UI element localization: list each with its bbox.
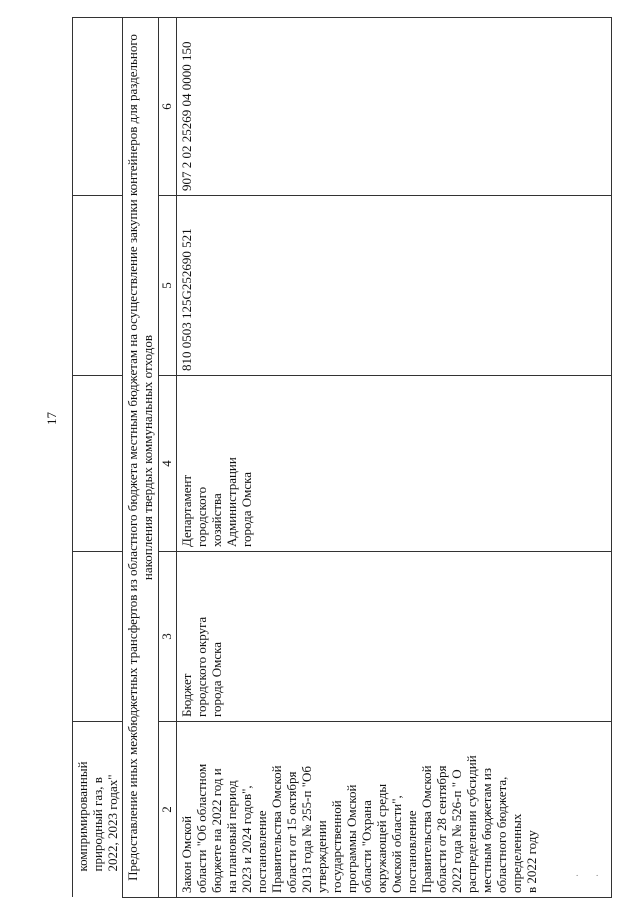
empty-cell [73, 376, 123, 552]
legal-basis-line: Правительства Омской [419, 765, 434, 893]
legal-basis-line: постановление [254, 810, 269, 893]
budget-line: города Омска [209, 641, 224, 717]
legal-basis-line: на плановый период [224, 780, 239, 893]
legal-basis-line: распределении субсидий [464, 755, 479, 893]
legal-basis-line: окружающей среды [374, 783, 389, 893]
administrator-line: Администрации [224, 457, 239, 547]
legal-basis-line: области от 28 сентября [434, 765, 449, 893]
column-number: 5 [159, 196, 177, 376]
expense-code-cell: 810 0503 125G252690 521 [177, 196, 612, 376]
legal-basis-line: определенных [509, 813, 524, 893]
legal-basis-line: области "Охрана [359, 800, 374, 893]
administrator-line: городского [194, 486, 209, 547]
column-number-row [159, 18, 177, 898]
margin-mark: . [596, 868, 599, 878]
legal-basis-line: области "Об областном [194, 763, 209, 893]
legal-basis-line: бюджете на 2022 год и [209, 768, 224, 893]
legal-basis-line: утверждении [314, 820, 329, 893]
administrator-line: города Омска [239, 471, 254, 547]
legal-basis-line: 2013 года № 255-п "Об [299, 765, 314, 893]
budget-line: Бюджет [179, 673, 194, 717]
empty-cell [73, 196, 123, 376]
legal-basis-line: программы Омской [344, 784, 359, 893]
legal-basis-line: постановление [404, 810, 419, 893]
income-code-cell: 907 2 02 25269 04 0000 150 [177, 18, 612, 196]
administrator-line: Департамент [179, 474, 194, 547]
legal-basis-line: области от 15 октября [284, 771, 299, 893]
section-title: Предоставление иных межбюджетных трансфертов из областного бюджета местным бюджетам на осуществление закупки контейнеров для раздельного накопления твердых коммунальных отходов [123, 18, 159, 898]
legal-basis-line: Правительства Омской [269, 765, 284, 893]
legal-basis-line: государственной [329, 800, 344, 893]
budget-table-sheet [72, 18, 612, 898]
continuation-row [73, 18, 123, 898]
legal-basis-line: 2023 и 2024 годов", [239, 785, 254, 893]
margin-mark: . [576, 868, 579, 878]
legal-basis-cell [177, 722, 612, 898]
continuation-line: природный газ, в [90, 777, 105, 872]
empty-cell [73, 552, 123, 722]
administrator-cell [177, 376, 612, 552]
budget-table [72, 17, 612, 898]
legal-basis-line: 2022 года № 526-п " О [449, 769, 464, 893]
column-number: 3 [159, 552, 177, 722]
legal-basis-line: Закон Омской [179, 815, 194, 893]
continuation-line: компримированный [75, 761, 90, 872]
budget-line: городского округа [194, 616, 209, 717]
legal-basis-line: местным бюджетам из [479, 768, 494, 893]
column-number: 6 [159, 18, 177, 196]
continuation-line: 2022, 2023 годах" [105, 774, 120, 872]
empty-cell [73, 18, 123, 196]
column-number: 4 [159, 376, 177, 552]
continuation-cell [73, 722, 123, 898]
section-row [123, 18, 159, 898]
page-number: 17 [44, 412, 59, 425]
table-row [177, 18, 612, 898]
legal-basis-line: Омской области", [389, 795, 404, 893]
legal-basis-line: областного бюджета, [494, 776, 509, 893]
column-number: 2 [159, 722, 177, 898]
administrator-line: хозяйства [209, 493, 224, 547]
legal-basis-line: в 2022 году [524, 830, 539, 893]
budget-cell [177, 552, 612, 722]
